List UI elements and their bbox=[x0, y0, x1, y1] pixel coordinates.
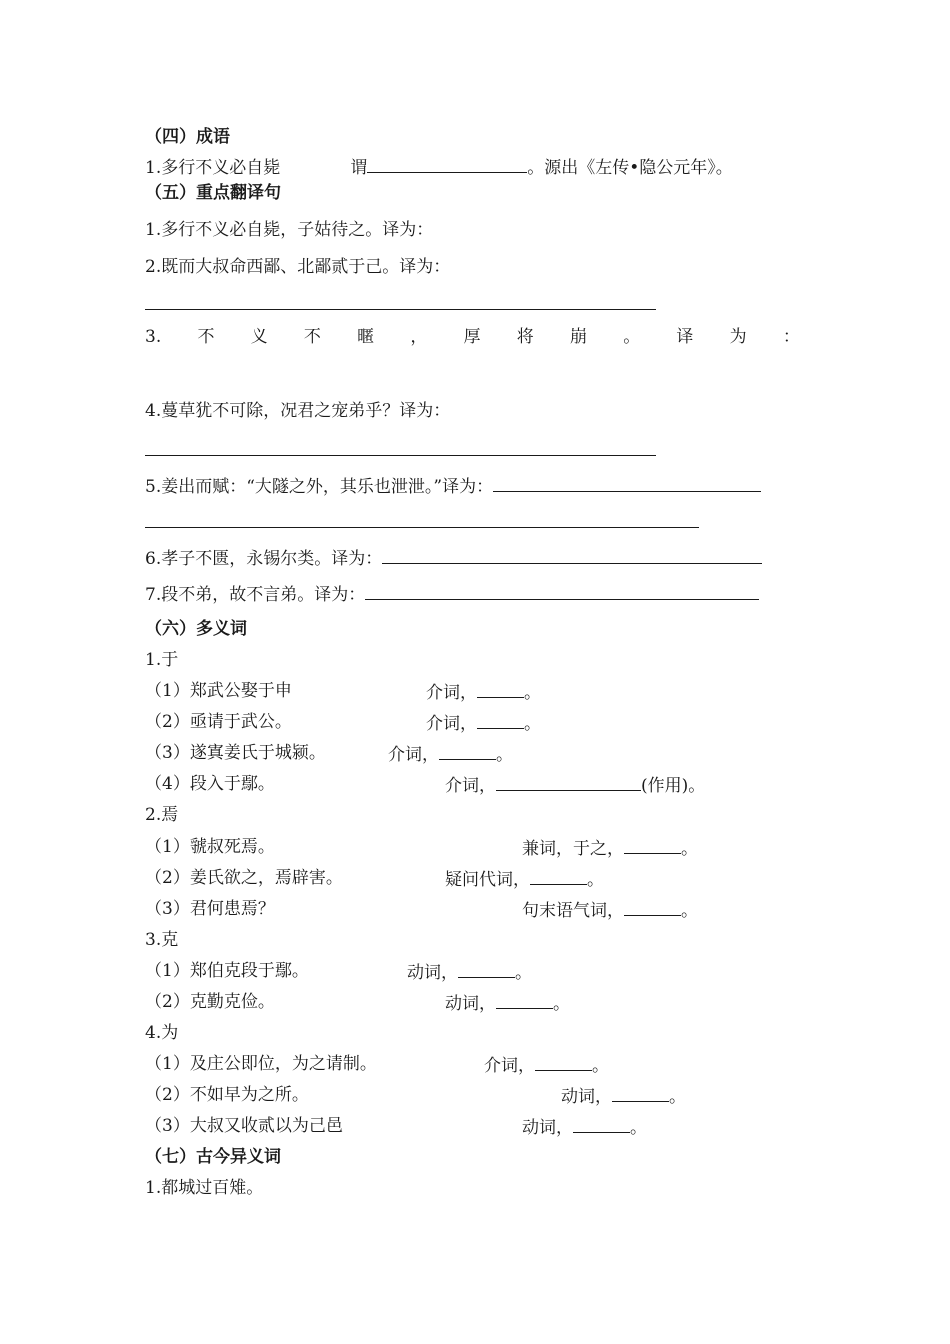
polysemy-word-2: 2.焉 bbox=[145, 805, 179, 825]
answer-blank[interactable] bbox=[477, 679, 524, 698]
polysemy-answer: 兼词，于之， 。 bbox=[522, 835, 698, 861]
translation-q3: 3. 不 义 不 暱 ， 厚 将 崩 。 译 为 ： bbox=[145, 327, 800, 347]
polysemy-answer: 疑问代词， 。 bbox=[445, 866, 604, 892]
answer-blank[interactable] bbox=[530, 866, 587, 885]
translation-q4: 4.蔓草犹不可除，况君之宠弟乎？译为： bbox=[145, 401, 451, 421]
answer-blank[interactable] bbox=[624, 835, 681, 854]
polysemy-item: （3）君何患焉？ bbox=[145, 899, 275, 919]
polysemy-answer: 动词， 。 bbox=[445, 990, 570, 1016]
polysemy-word-1: 1.于 bbox=[145, 650, 179, 670]
polysemy-answer: 介词， 。 bbox=[426, 710, 541, 736]
polysemy-item: （1）虢叔死焉。 bbox=[145, 837, 275, 857]
idiom-text: 1.多行不义必自毙 bbox=[145, 158, 281, 178]
translation-q5-answer-line-2[interactable] bbox=[145, 527, 699, 528]
translation-q5: 5.姜出而赋：“大隧之外，其乐也泄泄。”译为： bbox=[145, 473, 761, 499]
idiom-answer-blank[interactable] bbox=[367, 154, 527, 173]
translation-q2-answer-line[interactable] bbox=[145, 309, 656, 310]
section-heading-translation: （五）重点翻译句 bbox=[145, 183, 281, 203]
polysemy-item: （2）克勤克俭。 bbox=[145, 992, 275, 1012]
polysemy-item: （1）郑武公娶于申 bbox=[145, 681, 292, 701]
polysemy-item: （1）及庄公即位，为之请制。 bbox=[145, 1054, 377, 1074]
translation-q1: 1.多行不义必自毙，子姑待之。译为： bbox=[145, 220, 434, 240]
translation-q5-answer-blank[interactable] bbox=[493, 473, 761, 492]
answer-blank[interactable] bbox=[439, 741, 496, 760]
polysemy-answer: 介词， 。 bbox=[426, 679, 541, 705]
answer-blank[interactable] bbox=[535, 1052, 592, 1071]
polysemy-word-3: 3.克 bbox=[145, 930, 179, 950]
polysemy-answer: 动词， 。 bbox=[407, 959, 532, 985]
polysemy-answer: 动词， 。 bbox=[522, 1114, 647, 1140]
answer-blank[interactable] bbox=[496, 990, 553, 1009]
idiom-source: 。源出《左传•隐公元年》。 bbox=[527, 158, 733, 178]
translation-q6-answer-blank[interactable] bbox=[382, 545, 762, 564]
answer-blank[interactable] bbox=[477, 710, 524, 729]
polysemy-answer: 介词， (作用)。 bbox=[445, 772, 705, 798]
translation-q4-answer-line[interactable] bbox=[145, 455, 656, 456]
section-heading-polysemy: （六）多义词 bbox=[145, 619, 247, 639]
polysemy-word-4: 4.为 bbox=[145, 1023, 179, 1043]
section-heading-ancient-modern: （七）古今异义词 bbox=[145, 1147, 281, 1167]
answer-blank[interactable] bbox=[496, 772, 641, 791]
answer-blank[interactable] bbox=[573, 1114, 630, 1133]
idiom-item-1 bbox=[145, 154, 733, 180]
polysemy-item: （2）不如早为之所。 bbox=[145, 1085, 309, 1105]
answer-blank[interactable] bbox=[458, 959, 515, 978]
answer-blank[interactable] bbox=[612, 1083, 669, 1102]
polysemy-item: （3）大叔又收贰以为己邑 bbox=[145, 1116, 343, 1136]
polysemy-item: （2）姜氏欲之，焉辟害。 bbox=[145, 868, 343, 888]
idiom-label: 谓 bbox=[350, 158, 368, 178]
polysemy-item: （2）亟请于武公。 bbox=[145, 712, 292, 732]
answer-blank[interactable] bbox=[624, 897, 681, 916]
polysemy-item: （3）遂寘姜氏于城颍。 bbox=[145, 743, 326, 763]
translation-q6: 6.孝子不匮，永锡尔类。译为： bbox=[145, 545, 762, 571]
translation-q7: 7.段不弟，故不言弟。译为： bbox=[145, 581, 759, 607]
translation-q2: 2.既而大叔命西鄙、北鄙贰于己。译为： bbox=[145, 257, 451, 277]
translation-q7-answer-blank[interactable] bbox=[365, 581, 759, 600]
polysemy-item: （1）郑伯克段于鄢。 bbox=[145, 961, 309, 981]
ancient-modern-q1: 1.都城过百雉。 bbox=[145, 1178, 264, 1198]
section-heading-idioms: （四）成语 bbox=[145, 127, 230, 147]
polysemy-answer: 介词， 。 bbox=[484, 1052, 609, 1078]
polysemy-item: （4）段入于鄢。 bbox=[145, 774, 275, 794]
polysemy-answer: 句末语气词， 。 bbox=[522, 897, 698, 923]
polysemy-answer: 动词， 。 bbox=[561, 1083, 686, 1109]
polysemy-answer: 介词， 。 bbox=[388, 741, 513, 767]
